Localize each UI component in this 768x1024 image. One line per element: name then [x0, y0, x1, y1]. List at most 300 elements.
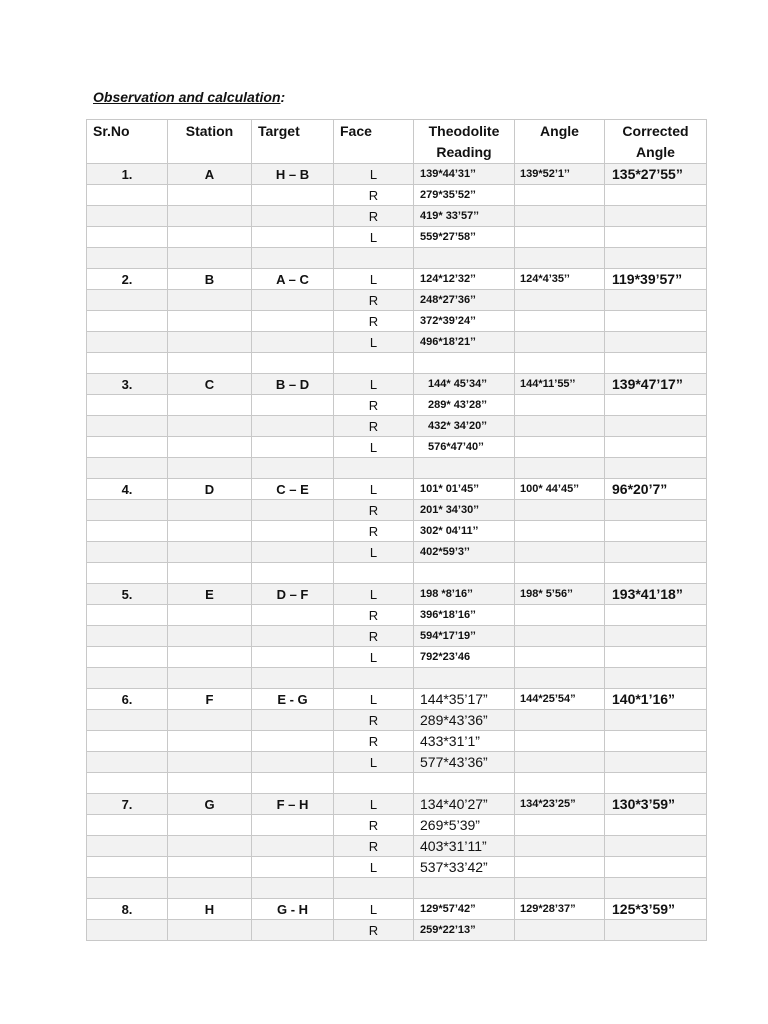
table-row: [87, 899, 707, 920]
corrected-angle-cell: 135*27’55”: [605, 164, 707, 185]
face-cell: R: [334, 731, 414, 752]
angle-cell: [515, 395, 605, 416]
heading-colon: :: [280, 89, 286, 105]
empty-cell: [515, 773, 605, 794]
reading-cell: 134*40’27”: [414, 794, 515, 815]
angle-cell: 100* 44’45’’: [515, 479, 605, 500]
angle-cell: [515, 311, 605, 332]
reading-cell: 496*18’21’’: [414, 332, 515, 353]
angle-cell: 124*4’35’’: [515, 269, 605, 290]
face-cell: L: [334, 752, 414, 773]
empty-cell: [87, 563, 168, 584]
empty-cell: [87, 878, 168, 899]
corrected-angle-cell: [605, 500, 707, 521]
empty-cell: [414, 248, 515, 269]
table-row: [87, 794, 707, 815]
empty-cell: [87, 248, 168, 269]
reading-cell: 372*39’24’’: [414, 311, 515, 332]
station-cell: [168, 815, 252, 836]
corrected-angle-cell: 140*1’16”: [605, 689, 707, 710]
corrected-angle-cell: [605, 395, 707, 416]
target-cell: [252, 857, 334, 878]
corrected-angle-cell: [605, 647, 707, 668]
header-target: Target: [252, 120, 334, 164]
angle-cell: [515, 920, 605, 941]
spacer-row: [87, 668, 707, 689]
face-cell: L: [334, 437, 414, 458]
reading-cell: 129*57’42”: [414, 899, 515, 920]
corrected-angle-cell: [605, 752, 707, 773]
empty-cell: [168, 458, 252, 479]
empty-cell: [605, 353, 707, 374]
sr-no-cell: [87, 437, 168, 458]
empty-cell: [334, 668, 414, 689]
station-cell: H: [168, 899, 252, 920]
empty-cell: [334, 248, 414, 269]
station-cell: [168, 311, 252, 332]
angle-cell: [515, 332, 605, 353]
reading-cell: 124*12’32’’: [414, 269, 515, 290]
table-body: [87, 164, 707, 941]
target-cell: [252, 290, 334, 311]
corrected-angle-cell: [605, 416, 707, 437]
target-cell: H – B: [252, 164, 334, 185]
target-cell: [252, 920, 334, 941]
angle-cell: [515, 815, 605, 836]
face-cell: L: [334, 689, 414, 710]
table-row: [87, 395, 707, 416]
reading-cell: 792*23’46: [414, 647, 515, 668]
angle-cell: [515, 416, 605, 437]
spacer-row: [87, 878, 707, 899]
sr-no-cell: [87, 500, 168, 521]
target-cell: [252, 185, 334, 206]
sr-no-cell: [87, 395, 168, 416]
sr-no-cell: [87, 332, 168, 353]
empty-cell: [605, 458, 707, 479]
empty-cell: [605, 878, 707, 899]
table-row: [87, 815, 707, 836]
corrected-angle-cell: [605, 290, 707, 311]
reading-cell: 433*31’1”: [414, 731, 515, 752]
sr-no-cell: 2.: [87, 269, 168, 290]
sr-no-cell: [87, 206, 168, 227]
header-station: Station: [168, 120, 252, 164]
table-row: [87, 752, 707, 773]
station-cell: [168, 206, 252, 227]
empty-cell: [414, 878, 515, 899]
corrected-angle-cell: 125*3’59”: [605, 899, 707, 920]
face-cell: L: [334, 269, 414, 290]
face-cell: L: [334, 899, 414, 920]
table-row: [87, 227, 707, 248]
corrected-angle-cell: [605, 836, 707, 857]
sr-no-cell: [87, 731, 168, 752]
table-row: [87, 206, 707, 227]
empty-cell: [168, 878, 252, 899]
face-cell: L: [334, 794, 414, 815]
empty-cell: [168, 248, 252, 269]
angle-cell: [515, 605, 605, 626]
reading-cell: 248*27’36’’: [414, 290, 515, 311]
sr-no-cell: [87, 626, 168, 647]
empty-cell: [168, 563, 252, 584]
empty-cell: [252, 668, 334, 689]
reading-cell: 139*44’31’’: [414, 164, 515, 185]
face-cell: R: [334, 206, 414, 227]
sr-no-cell: 7.: [87, 794, 168, 815]
corrected-angle-cell: 96*20’7”: [605, 479, 707, 500]
sr-no-cell: [87, 752, 168, 773]
empty-cell: [605, 563, 707, 584]
corrected-angle-cell: 139*47’17”: [605, 374, 707, 395]
target-cell: [252, 227, 334, 248]
reading-cell: 396*18’16’’: [414, 605, 515, 626]
sr-no-cell: [87, 710, 168, 731]
reading-cell: 432* 34’20’’: [414, 416, 515, 437]
empty-cell: [515, 353, 605, 374]
empty-cell: [414, 458, 515, 479]
empty-cell: [87, 773, 168, 794]
angle-cell: [515, 626, 605, 647]
station-cell: [168, 647, 252, 668]
corrected-angle-cell: 130*3’59”: [605, 794, 707, 815]
sr-no-cell: [87, 647, 168, 668]
table-row: [87, 584, 707, 605]
station-cell: [168, 332, 252, 353]
sr-no-cell: [87, 416, 168, 437]
corrected-angle-cell: [605, 605, 707, 626]
table-row: [87, 311, 707, 332]
target-cell: [252, 542, 334, 563]
angle-cell: [515, 857, 605, 878]
reading-cell: 537*33’42”: [414, 857, 515, 878]
spacer-row: [87, 248, 707, 269]
header-face: Face: [334, 120, 414, 164]
face-cell: R: [334, 836, 414, 857]
station-cell: [168, 185, 252, 206]
face-cell: R: [334, 290, 414, 311]
sr-no-cell: [87, 836, 168, 857]
station-cell: C: [168, 374, 252, 395]
station-cell: D: [168, 479, 252, 500]
table-row: [87, 836, 707, 857]
empty-cell: [168, 773, 252, 794]
angle-cell: [515, 521, 605, 542]
reading-cell: 198 *8’16’’: [414, 584, 515, 605]
empty-cell: [414, 563, 515, 584]
face-cell: R: [334, 626, 414, 647]
empty-cell: [252, 563, 334, 584]
corrected-angle-cell: [605, 626, 707, 647]
reading-cell: 594*17’19’’: [414, 626, 515, 647]
face-cell: R: [334, 710, 414, 731]
target-cell: [252, 626, 334, 647]
sr-no-cell: [87, 311, 168, 332]
angle-cell: [515, 227, 605, 248]
table-row: [87, 374, 707, 395]
face-cell: R: [334, 185, 414, 206]
table-row: [87, 521, 707, 542]
table-row: [87, 542, 707, 563]
station-cell: [168, 542, 252, 563]
face-cell: R: [334, 500, 414, 521]
empty-cell: [252, 248, 334, 269]
reading-cell: 201* 34’30’’: [414, 500, 515, 521]
sr-no-cell: 4.: [87, 479, 168, 500]
station-cell: [168, 731, 252, 752]
face-cell: L: [334, 227, 414, 248]
reading-cell: 577*43’36”: [414, 752, 515, 773]
empty-cell: [252, 458, 334, 479]
empty-cell: [515, 248, 605, 269]
station-cell: G: [168, 794, 252, 815]
angle-cell: 139*52’1’’: [515, 164, 605, 185]
station-cell: [168, 626, 252, 647]
sr-no-cell: [87, 815, 168, 836]
sr-no-cell: [87, 290, 168, 311]
sr-no-cell: 1.: [87, 164, 168, 185]
table-row: [87, 479, 707, 500]
station-cell: [168, 920, 252, 941]
target-cell: F – H: [252, 794, 334, 815]
corrected-angle-cell: [605, 227, 707, 248]
angle-cell: 144*11’55’’: [515, 374, 605, 395]
corrected-angle-cell: [605, 710, 707, 731]
face-cell: L: [334, 542, 414, 563]
empty-cell: [87, 353, 168, 374]
table-row: [87, 269, 707, 290]
reading-cell: 101* 01’45’’: [414, 479, 515, 500]
reading-cell: 144*35’17”: [414, 689, 515, 710]
station-cell: [168, 836, 252, 857]
corrected-angle-cell: [605, 437, 707, 458]
target-cell: [252, 521, 334, 542]
empty-cell: [334, 878, 414, 899]
station-cell: [168, 521, 252, 542]
station-cell: E: [168, 584, 252, 605]
empty-cell: [605, 668, 707, 689]
table-row: [87, 185, 707, 206]
sr-no-cell: 3.: [87, 374, 168, 395]
empty-cell: [515, 668, 605, 689]
target-cell: [252, 395, 334, 416]
angle-cell: [515, 542, 605, 563]
empty-cell: [515, 458, 605, 479]
station-cell: [168, 227, 252, 248]
spacer-row: [87, 458, 707, 479]
reading-cell: 144* 45’34’’: [414, 374, 515, 395]
station-cell: [168, 605, 252, 626]
empty-cell: [334, 353, 414, 374]
empty-cell: [87, 458, 168, 479]
face-cell: R: [334, 521, 414, 542]
angle-cell: [515, 290, 605, 311]
face-cell: L: [334, 374, 414, 395]
target-cell: [252, 836, 334, 857]
target-cell: [252, 815, 334, 836]
page-heading: [93, 89, 285, 105]
table-row: [87, 920, 707, 941]
reading-cell: 289*43’36”: [414, 710, 515, 731]
heading-text: Observation and calculation: [93, 89, 281, 105]
corrected-angle-cell: [605, 206, 707, 227]
angle-cell: [515, 752, 605, 773]
empty-cell: [168, 353, 252, 374]
empty-cell: [605, 248, 707, 269]
empty-cell: [252, 773, 334, 794]
empty-cell: [414, 353, 515, 374]
empty-cell: [252, 878, 334, 899]
angle-cell: 144*25’54”: [515, 689, 605, 710]
station-cell: [168, 416, 252, 437]
spacer-row: [87, 353, 707, 374]
target-cell: [252, 710, 334, 731]
face-cell: L: [334, 857, 414, 878]
reading-cell: 419* 33’57’’: [414, 206, 515, 227]
sr-no-cell: [87, 857, 168, 878]
sr-no-cell: [87, 605, 168, 626]
empty-cell: [252, 353, 334, 374]
station-cell: [168, 290, 252, 311]
reading-cell: 279*35’52’’: [414, 185, 515, 206]
reading-cell: 269*5’39”: [414, 815, 515, 836]
empty-cell: [515, 878, 605, 899]
corrected-angle-cell: [605, 311, 707, 332]
empty-cell: [87, 668, 168, 689]
sr-no-cell: 6.: [87, 689, 168, 710]
angle-cell: [515, 836, 605, 857]
station-cell: [168, 395, 252, 416]
empty-cell: [168, 668, 252, 689]
target-cell: [252, 311, 334, 332]
table-row: [87, 290, 707, 311]
sr-no-cell: [87, 521, 168, 542]
observation-table: [86, 119, 707, 941]
corrected-angle-cell: [605, 542, 707, 563]
station-cell: [168, 752, 252, 773]
table-row: [87, 500, 707, 521]
empty-cell: [334, 773, 414, 794]
table-row: [87, 857, 707, 878]
header-corrected-angle: Corrected Angle: [605, 120, 707, 164]
target-cell: D – F: [252, 584, 334, 605]
face-cell: R: [334, 416, 414, 437]
corrected-angle-cell: [605, 731, 707, 752]
angle-cell: 134*23’25”: [515, 794, 605, 815]
target-cell: A – C: [252, 269, 334, 290]
target-cell: [252, 500, 334, 521]
corrected-angle-cell: 193*41’18”: [605, 584, 707, 605]
corrected-angle-cell: [605, 920, 707, 941]
table-header-row: [87, 120, 707, 164]
spacer-row: [87, 773, 707, 794]
angle-cell: [515, 710, 605, 731]
station-cell: F: [168, 689, 252, 710]
empty-cell: [334, 458, 414, 479]
target-cell: E - G: [252, 689, 334, 710]
empty-cell: [605, 773, 707, 794]
table-row: [87, 626, 707, 647]
face-cell: L: [334, 647, 414, 668]
target-cell: [252, 206, 334, 227]
angle-cell: [515, 647, 605, 668]
sr-no-cell: 8.: [87, 899, 168, 920]
empty-cell: [515, 563, 605, 584]
station-cell: A: [168, 164, 252, 185]
reading-cell: 403*31’11”: [414, 836, 515, 857]
face-cell: L: [334, 164, 414, 185]
target-cell: [252, 731, 334, 752]
face-cell: R: [334, 815, 414, 836]
corrected-angle-cell: [605, 332, 707, 353]
face-cell: L: [334, 584, 414, 605]
corrected-angle-cell: 119*39’57”: [605, 269, 707, 290]
station-cell: B: [168, 269, 252, 290]
reading-cell: 259*22’13”: [414, 920, 515, 941]
station-cell: [168, 710, 252, 731]
empty-cell: [414, 773, 515, 794]
empty-cell: [414, 668, 515, 689]
angle-cell: [515, 437, 605, 458]
sr-no-cell: [87, 227, 168, 248]
corrected-angle-cell: [605, 815, 707, 836]
angle-cell: [515, 185, 605, 206]
sr-no-cell: [87, 920, 168, 941]
station-cell: [168, 857, 252, 878]
corrected-angle-cell: [605, 857, 707, 878]
spacer-row: [87, 563, 707, 584]
target-cell: G - H: [252, 899, 334, 920]
table-row: [87, 164, 707, 185]
target-cell: [252, 752, 334, 773]
corrected-angle-cell: [605, 521, 707, 542]
angle-cell: 198* 5’56’’: [515, 584, 605, 605]
sr-no-cell: 5.: [87, 584, 168, 605]
face-cell: R: [334, 395, 414, 416]
angle-cell: 129*28’37”: [515, 899, 605, 920]
table-row: [87, 731, 707, 752]
target-cell: C – E: [252, 479, 334, 500]
target-cell: [252, 416, 334, 437]
reading-cell: 302* 04’11’’: [414, 521, 515, 542]
target-cell: [252, 332, 334, 353]
header-angle: Angle: [515, 120, 605, 164]
face-cell: L: [334, 332, 414, 353]
table-row: [87, 689, 707, 710]
header-theodolite-reading: Theodolite Reading: [414, 120, 515, 164]
reading-cell: 402*59’3’’: [414, 542, 515, 563]
table-row: [87, 416, 707, 437]
reading-cell: 289* 43’28’’: [414, 395, 515, 416]
table-row: [87, 332, 707, 353]
angle-cell: [515, 206, 605, 227]
sr-no-cell: [87, 542, 168, 563]
face-cell: R: [334, 311, 414, 332]
angle-cell: [515, 500, 605, 521]
table-row: [87, 437, 707, 458]
target-cell: [252, 437, 334, 458]
table-row: [87, 710, 707, 731]
header-sr-no: Sr.No: [87, 120, 168, 164]
target-cell: [252, 605, 334, 626]
table-row: [87, 647, 707, 668]
face-cell: L: [334, 479, 414, 500]
target-cell: [252, 647, 334, 668]
face-cell: R: [334, 920, 414, 941]
station-cell: [168, 500, 252, 521]
empty-cell: [334, 563, 414, 584]
